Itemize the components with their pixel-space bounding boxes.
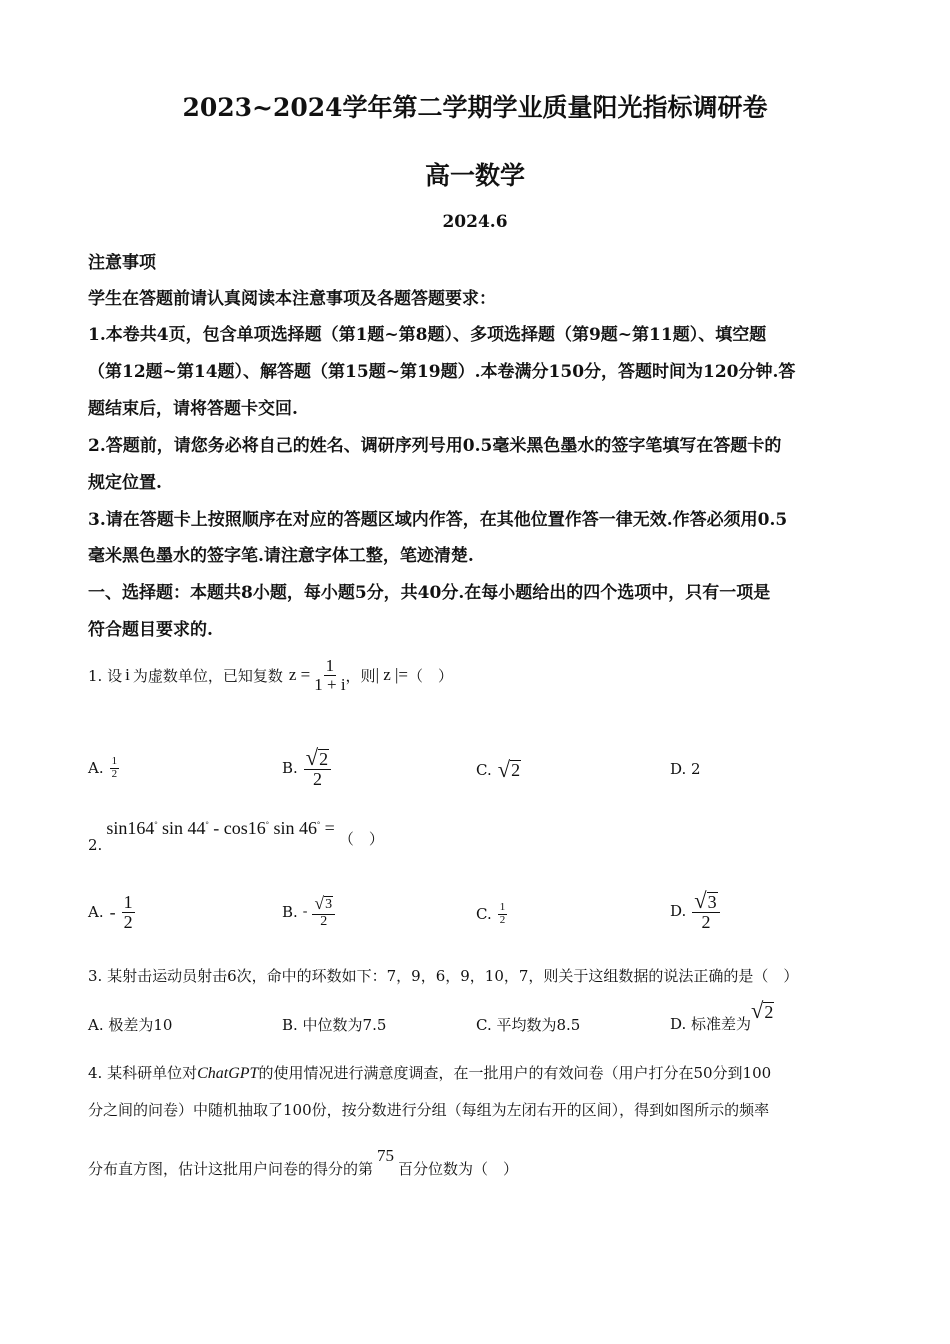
q1-numerator: 1: [325, 655, 335, 675]
sqrt-icon: √: [497, 756, 511, 782]
option-label: C.: [476, 905, 492, 923]
radicand: 2: [764, 1001, 774, 1022]
q3-option-a[interactable]: A. 极差为10: [88, 1016, 173, 1034]
sqrt-icon: √: [694, 887, 707, 913]
notice-item-1-line-1: 1.本卷共4页，包含单项选择题（第1题~第8题）、多项选择题（第9题~第11题）、填空题: [88, 325, 767, 345]
sqrt-icon: √: [751, 998, 764, 1023]
q3-option-c[interactable]: C. 平均数为8.5: [476, 1016, 581, 1034]
q4-prefix: 4. 某科研单位对: [88, 1064, 198, 1082]
radicand: 3: [707, 891, 717, 912]
option-label: A.: [88, 903, 104, 921]
q1-fraction: [314, 657, 345, 694]
exam-date: 2024.6: [442, 212, 508, 232]
option-label: D. 标准差为: [670, 1015, 752, 1033]
option-label: C.: [476, 761, 492, 779]
minus-sign: -: [109, 901, 116, 922]
degree-mark: °: [154, 820, 158, 829]
notice-item-1-line-2: （第12题~第14题）、解答题（第15题~第19题）.本卷满分150分，答题时间为120分钟.答: [88, 362, 796, 382]
q2-option-d[interactable]: [670, 878, 720, 944]
q1-i: i: [125, 665, 130, 684]
numerator: [692, 887, 719, 914]
q4-line1-suffix: 的使用情况进行满意度调查，在一批用户的有效问卷（用户打分在50分到100: [258, 1064, 772, 1082]
q3-option-b[interactable]: B. 中位数为7.5: [282, 1016, 387, 1034]
denominator: 2: [312, 769, 322, 790]
question-4-line-2: 分之间的问卷）中随机抽取了100份，按分数进行分组（每组为左闭右开的区间），得到如图所示的频率: [88, 1101, 770, 1119]
sqrt-icon: √: [305, 744, 319, 770]
q2-option-c[interactable]: [476, 892, 507, 936]
q2-expression: [106, 818, 335, 839]
q1-paren: （ ）: [408, 666, 454, 685]
numerator: 1: [123, 891, 133, 912]
notice-item-2-line-2: 规定位置.: [88, 473, 162, 493]
q1-mid: 为虚数单位，已知复数: [132, 666, 283, 685]
q1-a-fraction: [110, 756, 120, 780]
q2-term-4: sin 46: [273, 818, 317, 838]
q2-prefix: 2.: [88, 836, 103, 854]
question-2: [88, 818, 384, 858]
q3-option-d[interactable]: [670, 1000, 774, 1036]
q2-option-a[interactable]: [88, 884, 135, 940]
radicand: 2: [511, 760, 521, 781]
q3-d-sqrt: [751, 1000, 774, 1023]
radicand: 3: [325, 896, 333, 912]
q1-z-eq: z =: [288, 665, 311, 684]
q1-abs-z: | z |=: [375, 665, 409, 684]
numerator: 1: [111, 754, 118, 767]
degree-mark: °: [205, 820, 209, 829]
option-value: 2: [691, 760, 701, 778]
question-4-line-3: [88, 1146, 518, 1182]
q1-denominator: 1 + i: [314, 674, 346, 694]
q4-chatgpt: ChatGPT: [197, 1065, 259, 1082]
numerator: [312, 892, 335, 915]
q2-paren: （ ）: [338, 829, 384, 848]
option-label: D.: [670, 760, 687, 778]
option-label: B.: [282, 903, 298, 921]
notice-item-3-line-2: 毫米黑色墨水的签字笔.请注意字体工整，笔迹清楚.: [88, 546, 474, 566]
denominator: 2: [320, 913, 328, 929]
exam-title: 2023~2024学年第二学期学业质量阳光指标调研卷: [182, 93, 768, 122]
denominator: 2: [111, 767, 118, 780]
numerator: [304, 744, 331, 771]
option-label: D.: [670, 902, 687, 920]
degree-mark: °: [316, 820, 321, 829]
option-label: A.: [88, 759, 104, 777]
q4-line3-suffix: 百分位数为（ ）: [398, 1160, 519, 1178]
section1-line-1: 一、选择题：本题共8小题，每小题5分，共40分.在每小题给出的四个选项中，只有一项是: [88, 583, 771, 603]
q2-term-2: sin 44: [162, 818, 206, 838]
q2-a-fraction: [122, 893, 135, 932]
q1-prefix: 1. 设: [88, 666, 123, 685]
denominator: 2: [701, 912, 711, 933]
q2-option-b[interactable]: [282, 884, 335, 940]
denominator: 2: [123, 911, 133, 932]
degree-mark: °: [265, 820, 269, 829]
minus-sign: -: [302, 904, 308, 919]
radicand: 2: [319, 748, 329, 769]
q1-option-d[interactable]: [670, 760, 701, 778]
q2-b-fraction: [312, 892, 335, 929]
notice-item-3-line-1: 3.请在答题卡上按照顺序在对应的答题区域内作答，在其他位置作答一律无效.作答必须用0.5: [88, 510, 788, 530]
q4-percentile: 75: [377, 1146, 395, 1165]
q4-line3-prefix: 分布直方图，估计这批用户问卷的得分的第: [88, 1160, 374, 1178]
q2-term-1: sin164: [106, 818, 155, 838]
q2-equals: =: [324, 818, 335, 838]
q1-option-b[interactable]: [282, 733, 331, 803]
sqrt-icon: √: [314, 892, 325, 913]
q1-c-sqrt: [497, 756, 521, 782]
q2-term-3: - cos16: [213, 818, 266, 838]
notice-item-1-line-3: 题结束后，请将答题卡交回.: [88, 399, 298, 419]
q2-c-fraction: [498, 902, 508, 926]
q2-d-fraction: [692, 887, 719, 933]
notice-heading: 注意事项: [88, 253, 156, 273]
question-1: [88, 650, 453, 700]
question-4-line-1: [88, 1062, 771, 1083]
q1-option-c[interactable]: [476, 752, 521, 788]
q1-option-a[interactable]: [88, 738, 119, 798]
subject-title: 高一数学: [424, 161, 525, 190]
denominator: 2: [499, 913, 506, 926]
q1-b-fraction: [304, 744, 331, 790]
section1-line-2: 符合题目要求的.: [88, 620, 213, 640]
notice-intro: 学生在答题前请认真阅读本注意事项及各题答题要求：: [88, 289, 496, 309]
notice-item-2-line-1: 2.答题前，请您务必将自己的姓名、调研序列号用0.5毫米黑色墨水的签字笔填写在答题卡的: [88, 436, 782, 456]
option-label: B.: [282, 759, 298, 777]
question-3: 3. 某射击运动员射击6次，命中的环数如下：7，9，6，9，10，7，则关于这组数据的说法正确的是（ ）: [88, 967, 799, 985]
q1-then: ，则: [345, 666, 376, 685]
numerator: 1: [499, 900, 506, 913]
